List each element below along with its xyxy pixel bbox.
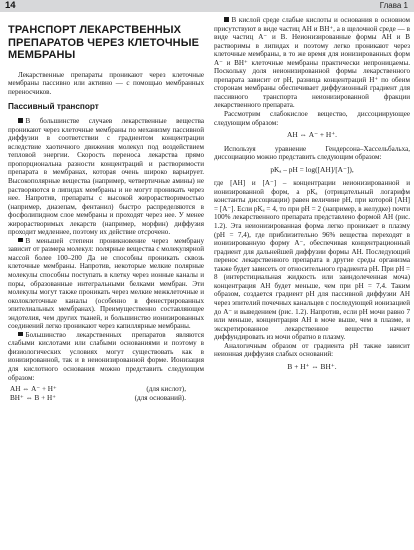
paragraph-molecule-size: В меньшей степени проникновение через мембрану зависит от размера молекул: полярные вещества с молекулярной массой более 100–200 Да не способны проникать сквозь клеточные мембраны. Напротив, некоторые мелкие полярные молекулы способны поступать в клетку через ионные каналы и поры, образованные интегральными белками мембран. Эти молекулы могут также проникать через мелкие межклеточные и околоклеточные каналы (особенно в фенестрированных эпителиальных мембранах). Преимущественно составляющее эндотелия, чем других тканей, и большинство ионизированных соединений легко проникают через капиллярные мембраны. [8,236,204,331]
paragraph-ionization: Большинство лекарственных препаратов являются слабыми кислотами или слабыми основаниями и поэтому в физиологических условиях могут существовать как в ионизированной, так и в неионизированной форме. Ионизация для кислотного основания можно представить следующим образом: [8,330,204,382]
intro-paragraph: Лекарственные препараты проникают через клеточные мембраны пассивно или активно — с помощью мембранных переносчиков. [8,70,204,96]
chapter-label: Глава 1 [379,1,408,10]
paragraph-diffusion: В большинстве случаев лекарственные вещества проникают через клеточные мембраны по механизму пассивной диффузии в соответствии с градиентом концентрации вследствие хаотичного движения молекул под воздействием тепловой энергии. Скорость переноса лекарства прямо пропорциональна разности концентраций и растворимости препарата в мембранах, которая очень широко варьирует. Высокополярные вещества (например, четвертичные амины) не растворяются в липидах мембраны и не могут проникать через нее. Напротив, препараты с высокой жирорастворимостью (например, диазепам, фентанил) быстро распределяются в фосфолипидном слое мембраны и проходят через нее. У менее жирорастворимых лекарств (например, морфин) диффузия проходит медленнее, поэтому их действие отсрочено. [8,117,204,237]
passive-transport-heading: Пассивный транспорт [8,102,99,112]
equation-base-diffusion: В + Н⁺ ⇔ ВН⁺. [287,361,337,371]
paragraph-pka-explanation: где [АН] и [А⁻] – концентрации неионизированной и ионизированной форм, а рKₐ (отрицательный логарифм константы диссоциации) равен величине рН, при которой [АН] = [А⁻]. Если рKₐ = 4, то при рН = 2 (например, в желудке) почти 100% лекарственного препарата представлено формой АН (рис. 1.2). Эта неионизированная форма легко проникает в плазму (рН = 7,4), где приблизительно 96% вещества переходят в ионизированную форму А⁻, обеспечивая концентрационный градиент для дальнейшей диффузии формы АН. Последующий перенос лекарственного препарата в другие среды организма также будет зависеть от относительного градиента рН. При рН = 8 (интерстициальная жидкость или заиндолеченная моча) концентрация АН будет меньше, чем при рН = 7,4. Таким образом, создается градиент рН для пассивной диффузии АН через эпителий почечных канальцев с последующей ионизацией до А⁻ и выведением (рис. 1.2). Напротив, если рН мочи равно 7 или меньше, концентрация АН в моче выше, чем в плазме, и экскретированное лекарственное вещество начнет диффундировать из мочи обратно в плазму. [214,179,410,342]
page-number: 14 [5,0,16,11]
equation-henderson-hasselbalch: рKₐ – рН = log([АН]/[А⁻]), [270,164,354,174]
bullet-square-icon [18,118,23,123]
paragraph-weak-bases: Аналогичным образом от градиента рН также зависит неионная диффузия слабых оснований: [214,341,410,359]
equation-dissociation: АН ⇔ А⁻ + Н⁺. [287,130,337,140]
right-column [214,16,410,376]
paragraph-weak-acid: Рассмотрим слабокислое вещество, диссоциирующее следующим образом: [214,110,410,127]
bullet-square-icon [224,17,229,22]
paragraph-acidic-medium: В кислой среде слабые кислоты и основания в основном присутствуют в виде частиц АН и ВН⁺, а в щелочной среде — в виде частиц А⁻ и В. Неионизированные формы АН и В растворимы в липидах и поэтому легко проникают через клеточные мембраны, в то же время для ионизированных форм А⁻ и ВН⁺ клеточные мембраны практически непроницаемы. Поскольку доля неионизированной формы лекарственного препарата зависит от рН, разница концентраций Н⁺ по обеим сторонам мембраны обеспечивает диффузионный градиент для пассивного транспорта неионизированной фракции лекарственного препарата. [214,16,410,110]
ionization-equations [8,385,204,403]
equation-acid: АН ⇔ А⁻ + Н⁺ (для кислот), [10,385,186,394]
section-title: ТРАНСПОРТ ЛЕКАРСТВЕННЫХ ПРЕПАРАТОВ ЧЕРЕЗ КЛЕТОЧНЫЕ МЕМБРАНЫ [8,24,200,61]
page-header [0,0,414,12]
bullet-square-icon [18,238,23,243]
equation-base: ВН⁺ ⇔ В + Н⁺ (для оснований). [10,394,186,403]
paragraph-henderson: Используя уравнение Гендерсона–Хассельбальха, диссоциацию можно представить следующим образом: [214,144,410,162]
bullet-square-icon [18,332,23,337]
left-column [8,16,204,403]
